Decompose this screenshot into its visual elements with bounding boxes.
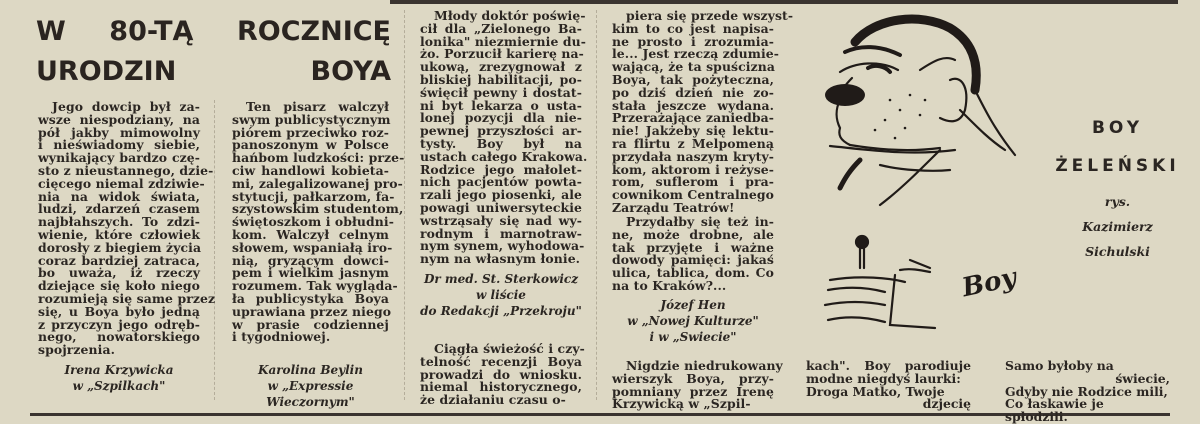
caption-credit: Sichulski — [1085, 244, 1150, 259]
text-line: bliskiej habilitacji, po- — [420, 71, 582, 87]
text-line: dzjecię — [922, 396, 971, 412]
text-line: ustach całego Krakowa. — [420, 148, 588, 164]
text-line: wienie, które człowiek — [38, 226, 200, 242]
caption-name: ŻELEŃSKI — [1055, 156, 1180, 176]
text-line: Nigdzie niedrukowany — [626, 358, 783, 373]
text-line: się, u Boya było jedną — [38, 303, 200, 319]
text-line: dowody pamięci: jakaś — [612, 252, 774, 268]
text-line: telność recenzji Boya — [420, 353, 582, 369]
text-line: kom. Walczył celnym — [232, 226, 389, 242]
text-line: nym na własnym łonie. — [420, 251, 581, 267]
text-line: prowadzi do wniosku. — [420, 366, 582, 382]
signature-source: i w „Swiecie" — [649, 330, 737, 344]
text-line: pem i wielkim jasnym — [232, 265, 389, 281]
paragraph — [612, 8, 794, 215]
bottom-rule — [30, 413, 1170, 416]
text-line: Przydałby się też in- — [626, 214, 774, 229]
text-line: najbłahszych. To zdzi- — [38, 214, 200, 230]
signature-sterkowicz — [412, 271, 590, 319]
headline-line: URODZIN BOYA — [36, 56, 391, 87]
text-line: piórem przeciwko roz- — [232, 124, 389, 140]
caption-credit: Kazimierz — [1082, 219, 1153, 234]
text-line: na to Kraków?... — [612, 277, 727, 293]
signature-source: w „Szpilkach" — [72, 379, 166, 393]
text-line: bo uważa, iż rzeczy — [38, 265, 200, 281]
artist-signature: Boy — [959, 262, 1019, 304]
text-line: piera się przede wszyst- — [626, 8, 794, 23]
text-line: wającą, że ta spuścizna — [612, 59, 775, 75]
signature-source: w liście — [476, 288, 526, 302]
text-line: kach". Boy parodiuje — [806, 358, 971, 373]
text-line: ni byt lekarza o usta- — [420, 97, 582, 113]
text-line: uprawiana przez niego — [232, 303, 392, 319]
poem-line: Samo byłoby na — [1005, 358, 1114, 373]
text-line: żo. Porzucił karierę na- — [420, 46, 584, 62]
text-line: cięcego niemal zdziwie- — [38, 175, 205, 191]
text-line: wynikający bardzo czę- — [38, 150, 200, 166]
caption-name: BOY — [1091, 118, 1144, 138]
paragraph — [420, 8, 588, 267]
signature-beylin — [232, 362, 389, 410]
text-line: powagi uniwersyteckie — [420, 199, 582, 215]
text-line: z przyczyn jego odręb- — [38, 316, 200, 332]
text-line: lonika" niezmiernie du- — [420, 33, 586, 49]
text-line: swym publicystycznym — [232, 111, 391, 127]
text-line: le... Jest rzeczą zdumie- — [612, 46, 780, 62]
text-line: ra flirtu z Melpomeną — [612, 135, 774, 151]
text-line: i nieświadomy siebie, — [38, 137, 200, 153]
text-line: ludzi, zdarzeń czasem — [38, 201, 200, 217]
text-line: przydała naszym kryty- — [612, 148, 774, 164]
text-line: rzali jego piosenki, ale — [420, 187, 582, 203]
text-line: po dziś dzień nie zo- — [612, 84, 774, 100]
text-line: ne, może drobne, ale — [612, 226, 774, 242]
text-line: nego, nowatorskiego — [38, 329, 200, 345]
text-line: Młody doktór poświę- — [434, 8, 586, 23]
headline-line: W 80-TĄ ROCZNICĘ — [36, 16, 391, 47]
signature-source: w „Nowej Kulturze" — [627, 314, 759, 328]
signature-source: Wieczornym" — [266, 395, 355, 409]
text-line: że działaniu czasu o- — [420, 392, 566, 408]
text-line: dziejące się koło niego — [38, 278, 200, 294]
text-line: ukową, zrezygnował z — [420, 59, 582, 75]
text-line: pewnej przyszłości ar- — [420, 123, 582, 139]
paragraph — [232, 99, 405, 345]
text-line: ne prosto i zrozumia- — [612, 33, 774, 49]
text-line: święcił pewny i dostat- — [420, 84, 582, 100]
text-line: hańbom ludzkości: prze- — [232, 150, 405, 166]
text-line: Jego dowcip był za- — [52, 99, 200, 114]
signature-author: Dr med. St. Sterkowicz — [423, 272, 579, 286]
text-line: Boya, tak pożyteczna, — [612, 71, 774, 87]
text-line: dorosły z biegiem życia — [38, 239, 202, 255]
text-line: wierszyk Boya, przy- — [612, 370, 774, 386]
text-line: Przerażające zaniedba- — [612, 110, 775, 126]
signature-source: do Redakcji „Przekroju" — [420, 304, 582, 318]
text-line: ła publicystyka Boya — [232, 290, 389, 306]
poem-line: świecie, — [1115, 370, 1170, 386]
text-line: cownikom Centralnego — [612, 187, 775, 203]
signature-author: Józef Hen — [660, 298, 726, 312]
continuation-prose — [806, 360, 971, 411]
signature-krzywicka — [38, 362, 200, 394]
text-line: słowem, wspaniałą iro- — [232, 239, 393, 255]
text-line: w prasie codziennej — [232, 316, 389, 332]
text-line: nich pacjentów powta- — [420, 174, 582, 190]
text-line: tak przyjęte i ważne — [612, 239, 774, 255]
signature-hen — [606, 297, 780, 345]
text-line: coraz bardziej zatraca, — [38, 252, 200, 268]
text-line: stała jeszcze wydana. — [612, 97, 774, 113]
paragraph — [612, 358, 783, 412]
text-line: świętoszkom i obłudni- — [232, 214, 394, 230]
text-line: Ten pisarz walczył — [246, 99, 389, 114]
text-line: nią, gryzącym dowci- — [232, 252, 389, 268]
column-divider — [404, 10, 405, 400]
paragraph — [612, 216, 774, 293]
text-line: tysty. Boy był na — [420, 135, 582, 151]
caption-credit: rys. — [1104, 194, 1131, 209]
text-line: kim to co jest napisa- — [612, 20, 774, 36]
text-line: wstrząsały się nad wy- — [420, 212, 582, 228]
text-line: pół jakby mimowolny — [38, 124, 200, 140]
text-line: mi, zalegalizowanej pro- — [232, 175, 403, 191]
text-line: Krzywicką w „Szpil- — [612, 396, 751, 412]
text-line: kom, aktorom i reżyse- — [612, 161, 774, 177]
poem-line: Gdyby nie Rodzice mili, — [1005, 383, 1168, 399]
text-line: pomniany przez Irenę — [612, 383, 774, 399]
text-line: i tygodniowej. — [232, 329, 331, 345]
headline — [36, 12, 391, 92]
text-line: Rodzice jego małolet- — [420, 161, 582, 177]
text-line: Zarządu Teatrów! — [612, 199, 735, 215]
signature-author: Irena Krzywicka — [64, 363, 174, 377]
text-line: ulica, tablica, dom. Co — [612, 265, 774, 281]
text-line: rodnym i marnotraw- — [420, 225, 582, 241]
text-line: spojrzenia. — [38, 342, 115, 358]
text-line: rozumem. Tak wygląda- — [232, 278, 398, 294]
text-line: Ciągła świeżość i czy- — [434, 341, 585, 356]
text-line: nie! Jakżeby się lektu- — [612, 123, 774, 139]
text-line: cił dla „Zielonego Ba- — [420, 20, 582, 36]
text-line: rozumieją się same przez — [38, 290, 216, 306]
paragraph — [38, 99, 216, 358]
quoted-poem — [1005, 360, 1170, 424]
column-divider — [596, 10, 597, 400]
signature-author: Karolina Beylin — [258, 363, 363, 377]
text-line: stytucji, pałkarzom, fa- — [232, 188, 395, 204]
text-line: niemal historycznego, — [420, 379, 582, 395]
text-line: modne niegdyś laurki: — [806, 370, 961, 386]
text-line: Droga Matko, Twoje — [806, 383, 945, 399]
text-line: sto z nieustannego, dzie- — [38, 162, 214, 178]
text-line: ciw handlowi kobietа- — [232, 162, 389, 178]
illustration-caption — [1055, 109, 1180, 264]
text-line: panoszonym w Polsce — [232, 137, 389, 153]
paragraph — [420, 341, 585, 408]
text-line: rom, suflerom i pra- — [612, 174, 774, 190]
text-line: szystowskim studentom, — [232, 201, 404, 217]
text-line: nia na widok świata, — [38, 188, 200, 204]
text-line: wsze niespodziany, na — [38, 111, 200, 127]
text-line: lonej pozycji dla nie- — [420, 110, 582, 126]
text-line: nym synem, wyhodowa- — [420, 238, 585, 254]
column-divider — [214, 100, 215, 400]
signature-source: w „Expressie — [267, 379, 354, 393]
poem-line: Co łaskawie je spłodzili. — [1005, 396, 1104, 424]
